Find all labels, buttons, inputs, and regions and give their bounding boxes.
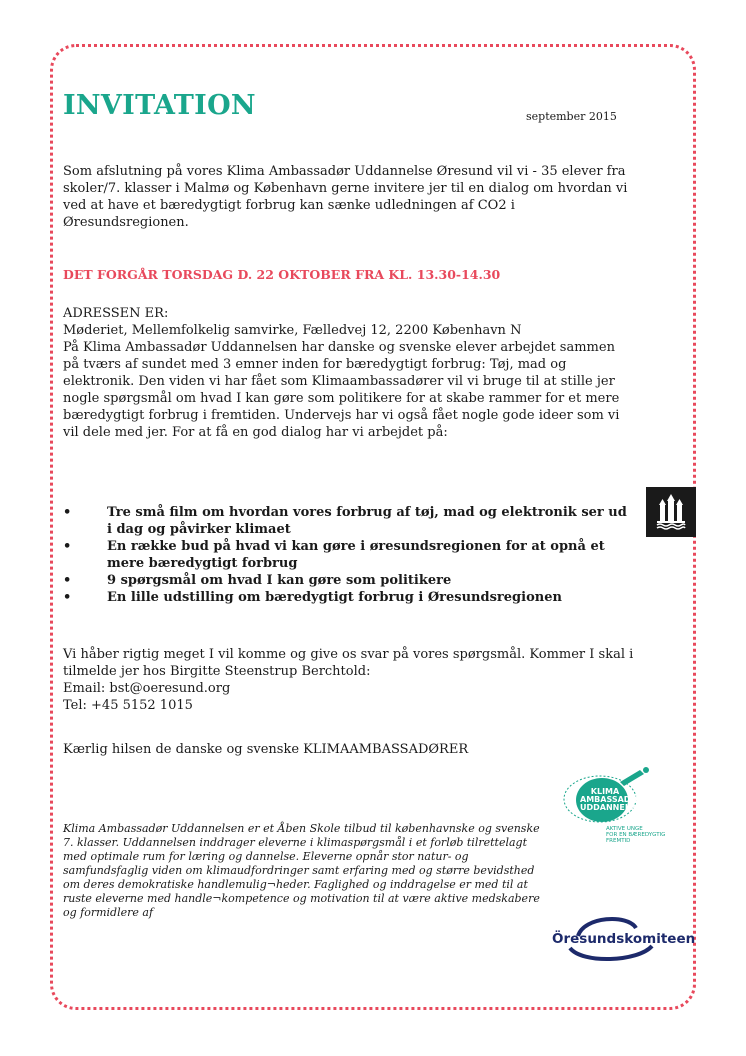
bullet-icon: • bbox=[63, 539, 72, 554]
event-time: DET FORGÅR TORSDAG D. 22 OKTOBER FRA KL. 13.30-14.30 bbox=[63, 267, 501, 282]
city-coat-of-arms-icon bbox=[646, 487, 696, 537]
address-value: Møderiet, Mellemfolkelig samvirke, Fælledvej 12, 2200 København N bbox=[63, 323, 522, 338]
signoff: Kærlig hilsen de danske og svenske KLIMAAMBASSADØRER bbox=[63, 742, 469, 757]
klima-logo-line2: AMBASSADØR bbox=[580, 795, 644, 804]
body-paragraph: På Klima Ambassadør Uddannelsen har danske og svenske elever arbejdet sammen på tværs af sundet med 3 emner inden for bæredygtigt forbrug: Tøj, mad og elektronik. Den viden vi har fået som Klimaambassadører vil vi bruge til at stille jer nogle spørgsmål om hvad I kan gøre som politikere for at skabe rammer for et mere bæredygtigt forbrug i fremtiden. Undervejs har vi også fået nogle gode ideer som vi vil dele med jer. For at få en god dialog har vi arbejdet på: bbox=[63, 340, 620, 440]
oresundskomiteen-logo bbox=[548, 912, 696, 966]
closing-text: Vi håber rigtig meget I vil komme og give os svar på vores spørgsmål. Kommer I skal i tilmelde jer hos Birgitte Steenstrup Berchtold: bbox=[63, 647, 634, 679]
contact-email: Email: bst@oeresund.org bbox=[63, 681, 231, 696]
bullet-icon: • bbox=[63, 505, 72, 520]
address-block bbox=[63, 305, 521, 339]
list-item: • En række bud på hvad vi kan gøre i øresundsregionen for at opnå et mere bæredygtigt forbrug bbox=[63, 539, 605, 571]
list-item: • Tre små film om hvordan vores forbrug af tøj, mad og elektronik ser ud i dag og påvirker klimaet bbox=[63, 505, 627, 537]
address-label: ADRESSEN ER: bbox=[63, 306, 169, 321]
footer-description: Klima Ambassadør Uddannelsen er et Åben Skole tilbud til københavnske og svenske 7. klasser. Uddannelsen inddrager eleverne i klimaspørgsmål i et forløb tilrettelagt med optimale rum for læring og dannelse. Eleverne opnår stor natur- og samfundsfaglig viden om klimaudfordringer samt erfaring med og større bevidsthed om deres demokratiske handlemulig¬heder. Faglighed og inddragelse er med til at ruste eleverne med handle¬kompetence og motivation til at være aktive medskabere og formidlere af bbox=[63, 822, 540, 919]
klima-ambassador-logo bbox=[560, 764, 690, 844]
intro-paragraph: Som afslutning på vores Klima Ambassadør Uddannelse Øresund vil vi - 35 elever fra skoler/7. klasser i Malmø og København gerne invitere jer til en dialog om hvordan vi ved at have et bæredygtigt forbrug kan sænke udledningen af CO2 i Øresundsregionen. bbox=[63, 164, 628, 230]
bullet-icon: • bbox=[63, 590, 72, 605]
bullet-icon: • bbox=[63, 573, 72, 588]
date: september 2015 bbox=[526, 110, 617, 123]
oresundskomiteen-text: Öresundskomiteen bbox=[552, 931, 696, 947]
page-title: INVITATION bbox=[63, 90, 256, 121]
contact-phone: Tel: +45 5152 1015 bbox=[63, 698, 193, 713]
klima-tagline: AKTIVE UNGE FOR EN BÆREDYGTIG FREMTID bbox=[606, 826, 666, 844]
list-item: • En lille udstilling om bæredygtigt forbrug i Øresundsregionen bbox=[63, 590, 562, 605]
klima-logo-line3: UDDANNELSEN bbox=[580, 803, 648, 812]
bullet-list bbox=[63, 504, 628, 606]
klima-logo-line1: KLIMA bbox=[590, 787, 620, 796]
closing-block bbox=[63, 646, 643, 714]
list-item: • 9 spørgsmål om hvad I kan gøre som politikere bbox=[63, 573, 452, 588]
